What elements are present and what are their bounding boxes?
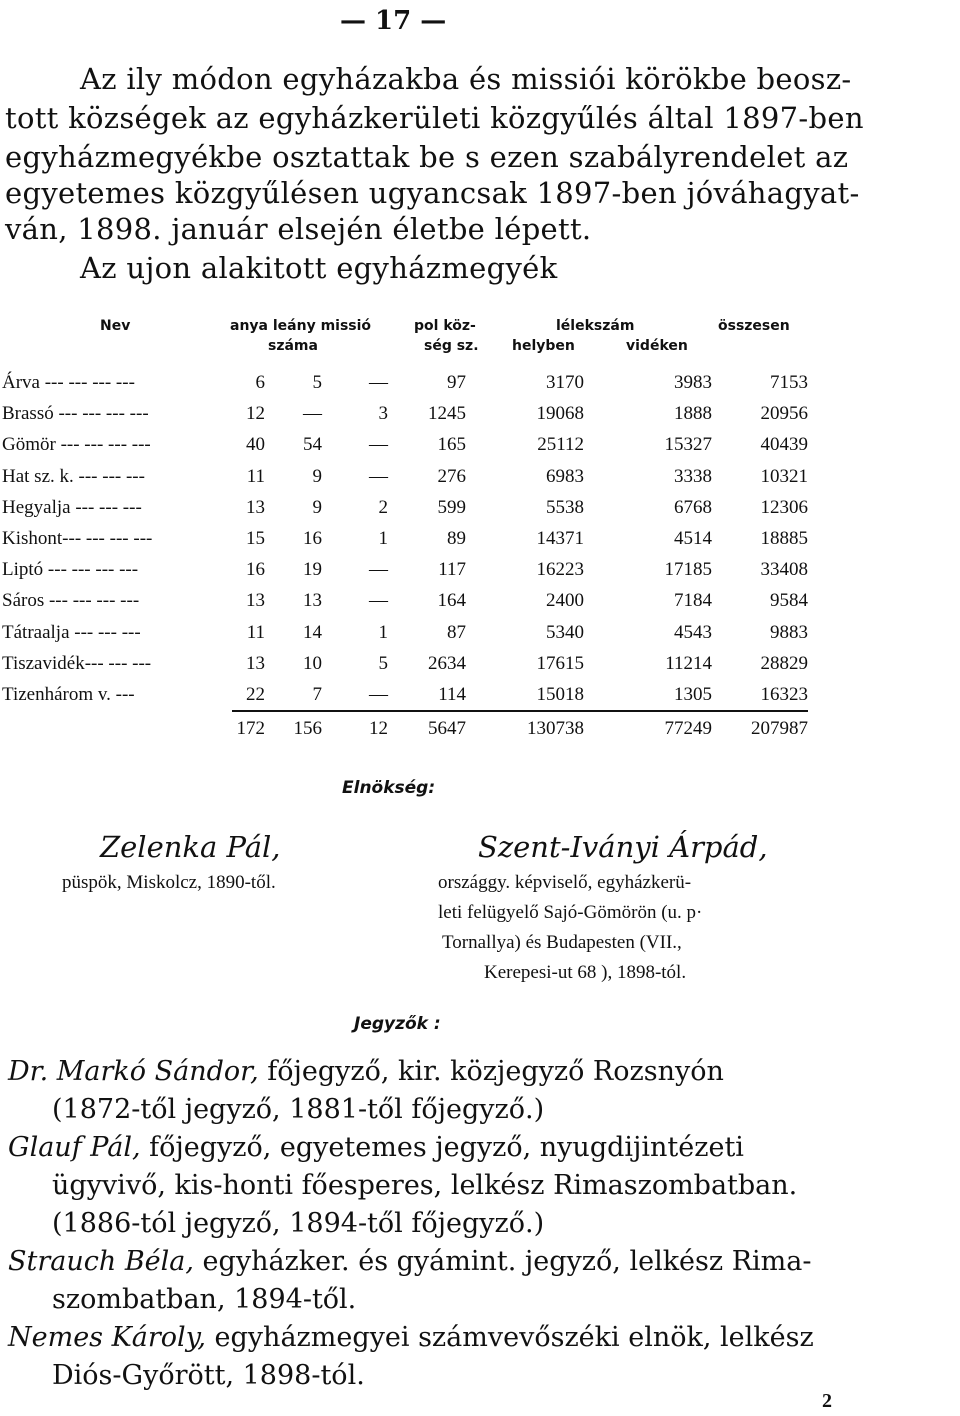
cell-osszesen: 10321 (760, 466, 808, 487)
notary-4-line-2: Diós-Győrött, 1898-tól. (52, 1360, 365, 1391)
cell-anya: 16 (246, 559, 265, 580)
cell-osszesen: 33408 (760, 559, 808, 580)
cell-missio: — (369, 434, 388, 455)
notary-3-title: egyházker. és gyámint. jegyző, lelkész Rima- (193, 1246, 812, 1277)
cell-pol: 1245 (428, 403, 466, 424)
header-osszesen: összesen (718, 318, 790, 334)
cell-osszesen: 40439 (760, 434, 808, 455)
footer-page-number: 2 (822, 1390, 832, 1412)
cell-leany: 14 (303, 622, 322, 643)
notary-4-line-1 (8, 1322, 814, 1353)
cell-helyben: 15018 (536, 684, 584, 705)
cell-helyben: 17615 (536, 653, 584, 674)
cell-videken: 1305 (674, 684, 712, 705)
cell-anya: 40 (246, 434, 265, 455)
cell-videken: 6768 (674, 497, 712, 518)
cell-osszesen: 16323 (760, 684, 808, 705)
cell-anya: 6 (255, 372, 265, 393)
header-helyben: helyben (512, 338, 575, 354)
cell-pol: 114 (438, 684, 466, 705)
cell-helyben: 5538 (546, 497, 584, 518)
left-signatory-text: püspök, Miskolcz, 1890-től. (62, 872, 276, 893)
header-lelekszam: lélekszám (556, 318, 635, 334)
intro-line-3: egyházmegyékbe osztattak be s ezen szabályrendelet az (5, 140, 849, 174)
cell-missio: — (369, 372, 388, 393)
cell-osszesen: 12306 (760, 497, 808, 518)
cell-leany: — (303, 403, 322, 424)
row-name: Sáros --- --- --- --- (2, 590, 140, 611)
notary-2-line-3: (1886-tól jegyző, 1894-től főjegyző.) (52, 1208, 545, 1239)
intro-line-4: egyetemes közgyűlésen ugyancsak 1897-ben jóváhagyat- (5, 176, 860, 210)
notary-4-name: Nemes Károly, (8, 1322, 206, 1353)
cell-leany: 5 (312, 372, 322, 393)
right-signatory-line-4: Kerepesi-ut 68 ), 1898-tól. (484, 962, 687, 983)
total-osszesen: 207987 (751, 718, 808, 739)
header-szama: száma (268, 338, 318, 354)
notary-2-line-1 (8, 1132, 744, 1163)
presidency-title: Elnökség: (342, 778, 436, 798)
cell-pol: 87 (447, 622, 466, 643)
cell-videken: 17185 (664, 559, 712, 580)
right-signatory-name: Szent-Iványi Árpád, (478, 830, 768, 864)
cell-leany: 19 (303, 559, 322, 580)
cell-pol: 89 (447, 528, 466, 549)
cell-anya: 11 (246, 466, 265, 487)
header-seg-sz: ség sz. (424, 338, 479, 354)
cell-helyben: 16223 (536, 559, 584, 580)
row-name: Kishont--- --- --- --- (2, 528, 153, 549)
cell-pol: 117 (438, 559, 466, 580)
cell-videken: 11214 (665, 653, 712, 674)
cell-pol: 2634 (428, 653, 466, 674)
cell-missio: 2 (378, 497, 388, 518)
row-name: Hegyalja --- --- --- (2, 497, 142, 518)
cell-leany: 9 (312, 497, 322, 518)
cell-anya: 22 (246, 684, 265, 705)
row-name: Liptó --- --- --- --- (2, 559, 139, 580)
notary-2-line-2: ügyvivő, kis-honti főesperes, lelkész Rimaszombatban. (52, 1170, 798, 1201)
cell-pol: 165 (437, 434, 466, 455)
row-name: Árva --- --- --- --- (2, 372, 135, 393)
cell-leany: 7 (312, 684, 322, 705)
row-name: Tiszavidék--- --- --- (2, 653, 152, 674)
cell-videken: 4543 (674, 622, 712, 643)
cell-missio: — (369, 590, 388, 611)
left-signatory-name: Zelenka Pál, (100, 830, 281, 864)
cell-missio: 1 (378, 528, 388, 549)
total-missio: 12 (369, 718, 388, 739)
header-videken: vidéken (626, 338, 688, 354)
cell-osszesen: 20956 (760, 403, 808, 424)
row-name: Hat sz. k. --- --- --- (2, 466, 145, 487)
notary-3-name: Strauch Béla, (8, 1246, 194, 1277)
cell-leany: 54 (303, 434, 322, 455)
notary-1-line-2: (1872-től jegyző, 1881-től főjegyző.) (52, 1094, 545, 1125)
cell-osszesen: 7153 (770, 372, 808, 393)
total-anya: 172 (236, 718, 265, 739)
right-signatory-line-3: Tornallya) és Budapesten (VII., (442, 932, 682, 953)
cell-anya: 15 (246, 528, 265, 549)
cell-pol: 599 (437, 497, 466, 518)
cell-videken: 1888 (674, 403, 712, 424)
total-leany: 156 (293, 718, 322, 739)
cell-helyben: 19068 (536, 403, 584, 424)
notary-3-line-1 (8, 1246, 812, 1277)
totals-rule (232, 710, 808, 712)
notary-2-name: Glauf Pál, (8, 1132, 141, 1163)
cell-videken: 3338 (674, 466, 712, 487)
cell-anya: 13 (246, 590, 265, 611)
cell-missio: — (369, 684, 388, 705)
notary-1-title: főjegyző, kir. közjegyző Rozsnyón (258, 1056, 724, 1087)
cell-osszesen: 9883 (770, 622, 808, 643)
right-signatory-line-2: leti felügyelő Sajó-Gömörön (u. p· (438, 902, 703, 923)
cell-videken: 3983 (674, 372, 712, 393)
notary-4-title: egyházmegyei számvevőszéki elnök, lelkész (205, 1322, 814, 1353)
cell-helyben: 2400 (546, 590, 584, 611)
notary-2-title: főjegyző, egyetemes jegyző, nyugdijintézeti (140, 1132, 744, 1163)
cell-anya: 11 (246, 622, 265, 643)
cell-helyben: 6983 (546, 466, 584, 487)
cell-missio: 5 (378, 653, 388, 674)
cell-pol: 164 (437, 590, 466, 611)
row-name: Brassó --- --- --- --- (2, 403, 149, 424)
cell-anya: 12 (246, 403, 265, 424)
cell-leany: 9 (312, 466, 322, 487)
cell-leany: 13 (303, 590, 322, 611)
cell-anya: 13 (246, 653, 265, 674)
cell-helyben: 25112 (537, 434, 584, 455)
cell-missio: 3 (378, 403, 388, 424)
cell-anya: 13 (246, 497, 265, 518)
header-anya-leany-missio: anya leány missió (230, 318, 372, 334)
cell-videken: 4514 (674, 528, 712, 549)
cell-missio: 1 (378, 622, 388, 643)
cell-osszesen: 28829 (760, 653, 808, 674)
header-pol-koz: pol köz- (414, 318, 476, 334)
intro-line-5: ván, 1898. január elsején életbe lépett. (5, 212, 592, 246)
cell-videken: 7184 (674, 590, 712, 611)
right-signatory-line-1: országgy. képviselő, egyházkerü- (438, 872, 692, 893)
table-caption: Az ujon alakitott egyházmegyék (80, 251, 558, 285)
row-name: Gömör --- --- --- --- (2, 434, 151, 455)
total-videken: 77249 (664, 718, 712, 739)
page-number: — 17 — (340, 6, 447, 36)
intro-line-1: Az ily módon egyházakba és missiói körökbe beosz- (80, 62, 852, 96)
cell-leany: 16 (303, 528, 322, 549)
notary-3-line-2: szombatban, 1894-től. (52, 1284, 357, 1315)
cell-pol: 276 (437, 466, 466, 487)
cell-missio: — (369, 466, 388, 487)
cell-osszesen: 18885 (760, 528, 808, 549)
cell-osszesen: 9584 (770, 590, 808, 611)
cell-leany: 10 (303, 653, 322, 674)
notary-1-name: Dr. Markó Sándor, (8, 1056, 259, 1087)
intro-line-2: tott községek az egyházkerületi közgyűlés által 1897-ben (5, 101, 864, 135)
total-pol: 5647 (428, 718, 466, 739)
row-name: Tizenhárom v. --- (2, 684, 135, 705)
row-name: Tátraalja --- --- --- (2, 622, 141, 643)
notary-1-line-1 (8, 1056, 724, 1087)
cell-videken: 15327 (664, 434, 712, 455)
cell-missio: — (369, 559, 388, 580)
cell-pol: 97 (447, 372, 466, 393)
notaries-title: Jegyzők : (354, 1014, 441, 1034)
cell-helyben: 5340 (546, 622, 584, 643)
cell-helyben: 3170 (546, 372, 584, 393)
cell-helyben: 14371 (536, 528, 584, 549)
total-helyben: 130738 (527, 718, 584, 739)
header-nev: Nev (100, 318, 131, 334)
